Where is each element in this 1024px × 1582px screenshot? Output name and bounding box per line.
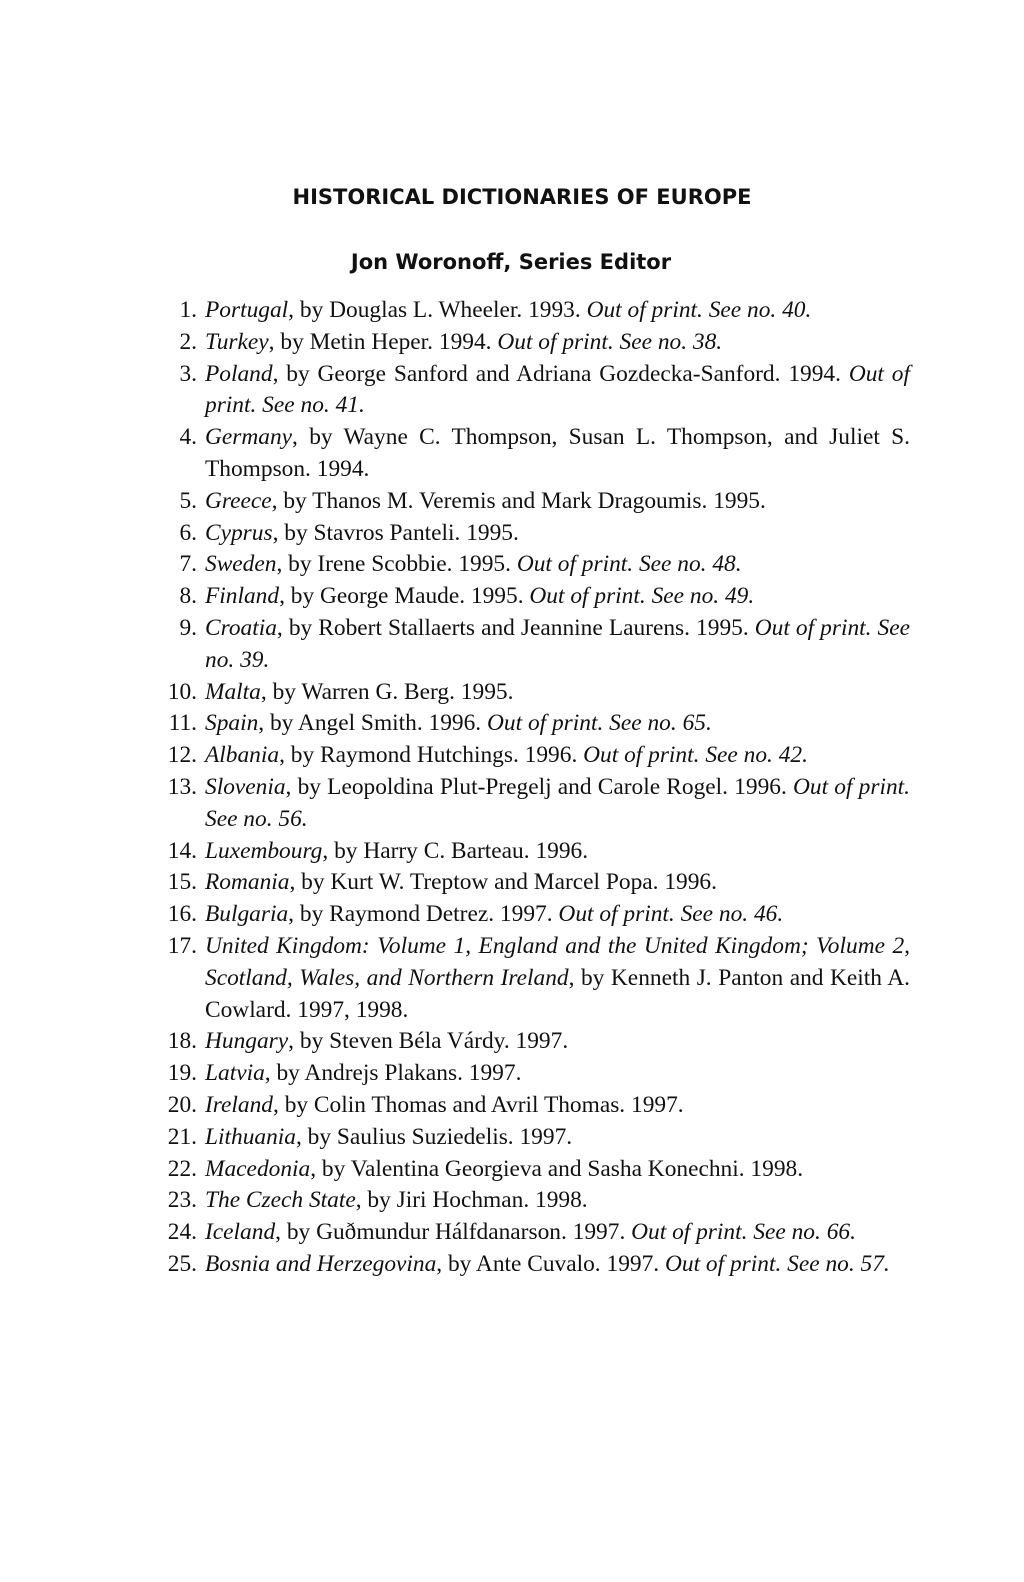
list-item [150, 486, 910, 518]
item-number: 22. [167, 1155, 197, 1182]
item-number: 16. [167, 901, 197, 928]
item-number: 18. [167, 1028, 197, 1055]
item-number: 6. [179, 519, 197, 546]
item-text [205, 867, 910, 899]
book-details: , by Kurt W. Treptow and Marcel Popa. 1996. [289, 869, 717, 896]
book-details: , by Douglas L. Wheeler. 1993. [288, 297, 587, 323]
item-number: 10. [167, 678, 197, 705]
book-details: , by Saulius Suziedelis. 1997. [295, 1123, 573, 1150]
book-title: Romania [205, 869, 290, 896]
book-title: Spain [205, 710, 259, 737]
book-details: , by Leopoldina Plut-Pregelj and Carole Rogel. 1996. [285, 773, 793, 800]
print-note: Out of print. See no. 66. [631, 1219, 856, 1246]
book-title: Croatia [205, 614, 277, 641]
item-number: 25. [167, 1250, 197, 1277]
item-number: 7. [179, 551, 197, 578]
book-title: Bosnia and Herzegovina [205, 1250, 437, 1277]
item-number: 21. [167, 1123, 197, 1150]
item-text [205, 613, 910, 677]
item-text [205, 1249, 910, 1281]
book-title: Hungary [205, 1028, 289, 1055]
book-title: Albania [205, 742, 280, 769]
item-number: 17. [167, 932, 197, 959]
book-details: , by George Maude. 1995. [279, 583, 530, 610]
list-item [150, 295, 910, 327]
book-details: , by Wayne C. Thompson, Susan L. Thompson, and Juliet S. Thompson. 1994. [205, 424, 910, 482]
list-item [150, 1090, 910, 1122]
book-details: , by George Sanford and Adriana Gozdecka-Sanford. 1994. [272, 360, 849, 387]
book-title: Sweden [205, 551, 277, 578]
book-title: Greece [205, 487, 272, 514]
item-text [205, 1217, 910, 1249]
item-text [205, 740, 910, 772]
item-text [205, 836, 910, 868]
item-number: 14. [167, 837, 197, 864]
book-details: , by Jiri Hochman. 1998. [355, 1187, 588, 1214]
list-item [150, 1058, 910, 1090]
book-details: , by Warren G. Berg. 1995. [260, 678, 514, 705]
print-note: Out of print. See no. 39. [205, 614, 911, 673]
book-details: , by Robert Stallaerts and Jeannine Laurens. 1995. [276, 614, 755, 641]
print-note: Out of print. See no. 56. [205, 773, 910, 832]
list-item [150, 518, 910, 550]
list-item [150, 581, 910, 613]
list-item [150, 327, 910, 359]
print-note: Out of print. See no. 46. [558, 901, 784, 928]
book-details: , by Valentina Georgieva and Sasha Konechni. 1998. [310, 1155, 804, 1182]
book-details: , by Metin Heper. 1994. [268, 328, 498, 355]
book-title: Luxembourg [205, 837, 323, 864]
book-details: , by Raymond Hutchings. 1996. [279, 742, 584, 769]
item-number: 24. [167, 1219, 197, 1246]
book-details: , by Colin Thomas and Avril Thomas. 1997. [273, 1091, 684, 1118]
item-text [205, 772, 910, 836]
list-item [150, 1217, 910, 1249]
item-text [205, 581, 910, 613]
book-title: Latvia [205, 1060, 265, 1087]
item-text [205, 1090, 910, 1122]
item-text [205, 359, 910, 423]
list-item [150, 677, 910, 709]
item-text [205, 327, 910, 359]
item-text [205, 1026, 910, 1058]
print-note: Out of print. See no. 40. [586, 297, 812, 323]
book-details: , by Thanos M. Veremis and Mark Dragoumis. 1995. [271, 487, 766, 514]
item-number: 3. [179, 360, 197, 387]
book-title: Germany [205, 424, 293, 451]
print-note: Out of print. See no. 49. [529, 583, 755, 610]
book-details: , by Raymond Detrez. 1997. [288, 901, 559, 928]
item-number: 2. [179, 328, 197, 355]
book-details: , by Ante Cuvalo. 1997. [436, 1250, 665, 1277]
list-item [150, 708, 910, 740]
book-title: Cyprus [205, 519, 273, 546]
book-details: , by Harry C. Barteau. 1996. [322, 837, 589, 864]
list-item [150, 867, 910, 899]
book-title: The Czech State [205, 1187, 356, 1214]
item-number: 5. [179, 487, 197, 514]
item-text [205, 486, 910, 518]
item-text [205, 295, 910, 327]
list-item [150, 1185, 910, 1217]
list-item [150, 1154, 910, 1186]
item-number: 4. [179, 424, 197, 451]
list-item [150, 1249, 910, 1281]
item-number: 12. [167, 742, 197, 769]
item-text [205, 708, 910, 740]
book-title: Iceland [205, 1219, 276, 1246]
book-details: , by Guðmundur Hálfdanarson. 1997. [275, 1219, 632, 1246]
item-number: 15. [167, 869, 197, 896]
book-title: Ireland [205, 1091, 273, 1118]
item-text [205, 677, 910, 709]
print-note: Out of print. See no. 42. [583, 742, 808, 769]
item-text [205, 1122, 910, 1154]
book-title: Bulgaria [205, 901, 289, 928]
list-item [150, 613, 910, 677]
item-text [205, 1154, 910, 1186]
print-note: Out of print. See no. 65. [487, 710, 712, 737]
item-number: 13. [167, 773, 197, 800]
item-text [205, 549, 910, 581]
book-details: , by Andrejs Plakans. 1997. [264, 1060, 522, 1087]
list-item [150, 1122, 910, 1154]
book-details: , by Stavros Panteli. 1995. [272, 519, 519, 546]
item-text [205, 1058, 910, 1090]
book-title: United Kingdom: Volume 1, England and the United Kingdom; Volume 2, Scotland, Wales, and Northern Ireland [205, 932, 910, 991]
book-title: Poland [205, 360, 273, 387]
book-list [150, 295, 910, 1281]
list-item [150, 899, 910, 931]
item-number: 11. [168, 710, 197, 737]
item-text [205, 899, 910, 931]
book-details: , by Steven Béla Várdy. 1997. [288, 1028, 569, 1055]
book-details: , by Kenneth J. Panton and Keith A. Cowlard. 1997, 1998. [205, 964, 910, 1023]
book-title: Malta [205, 678, 261, 705]
list-item [150, 359, 910, 423]
list-item [150, 772, 910, 836]
print-note: Out of print. See no. 41. [205, 360, 910, 419]
print-note: Out of print. See no. 38. [497, 328, 723, 355]
print-note: Out of print. See no. 57. [664, 1250, 890, 1277]
book-details: , by Irene Scobbie. 1995. [276, 551, 517, 578]
item-text [205, 518, 910, 550]
item-number: 9. [179, 614, 197, 641]
list-item [150, 549, 910, 581]
item-number: 19. [167, 1060, 197, 1087]
list-item [150, 931, 910, 1026]
list-item [150, 740, 910, 772]
item-number: 20. [167, 1091, 197, 1118]
book-details: , by Angel Smith. 1996. [258, 710, 488, 737]
list-item [150, 1026, 910, 1058]
book-title: Lithuania [205, 1123, 296, 1150]
print-note: Out of print. See no. 48. [516, 551, 742, 578]
series-title: HISTORICAL DICTIONARIES OF EUROPE [292, 185, 752, 209]
book-title: Macedonia [205, 1155, 311, 1182]
book-title: Finland [205, 583, 280, 610]
book-title: Turkey [205, 328, 269, 355]
book-title: Slovenia [205, 773, 286, 800]
item-number: 8. [179, 583, 197, 610]
item-text [205, 931, 910, 1026]
item-number: 23. [167, 1187, 197, 1214]
item-text [205, 422, 910, 486]
item-number: 1. [179, 297, 197, 323]
item-text [205, 1185, 910, 1217]
series-editor: Jon Woronoff, Series Editor [350, 250, 672, 274]
list-item [150, 422, 910, 486]
list-item [150, 836, 910, 868]
book-title: Portugal [205, 297, 289, 323]
